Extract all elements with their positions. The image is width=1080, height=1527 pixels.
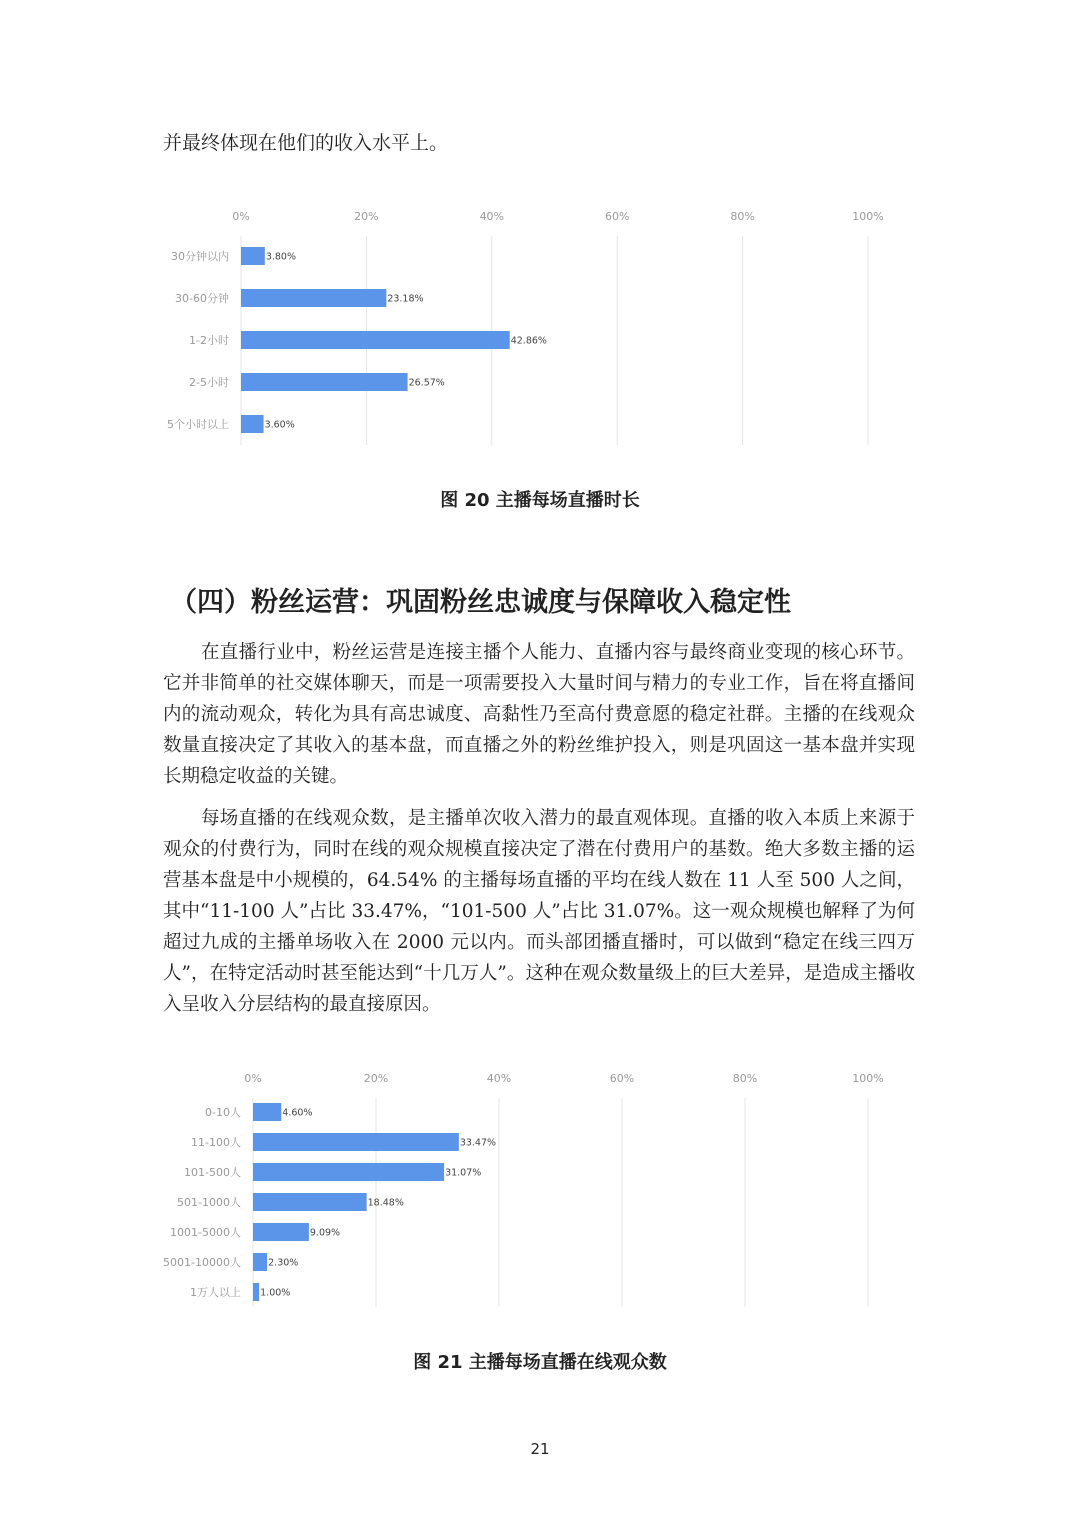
chart21-tick-label: 0% (244, 1072, 262, 1085)
chart21-bar (253, 1133, 459, 1151)
chart21-value-label: 18.48% (367, 1197, 404, 1209)
chart20-category-label: 1-2小时 (189, 334, 229, 347)
page-number: 21 (530, 1440, 550, 1458)
chart21-category-label: 1001-5000人 (170, 1226, 241, 1239)
chart20-value-label: 26.57% (408, 377, 445, 389)
chart20-tick-label: 20% (354, 210, 379, 223)
section-heading: （四）粉丝运营：巩固粉丝忠诚度与保障收入稳定性 (170, 587, 791, 618)
chart21-category-label: 5001-10000人 (163, 1256, 241, 1269)
chart20-tick-label: 60% (604, 210, 630, 223)
chart21-category-label: 1万人以上 (190, 1286, 241, 1299)
chart20-tick-label: 0% (232, 210, 250, 223)
chart20-value-label: 23.18% (387, 293, 424, 305)
chart21-tick-label: 40% (486, 1072, 512, 1085)
chart21-value-label: 31.07% (445, 1167, 482, 1179)
chart-stream-duration-svg (0, 200, 1080, 450)
chart-online-viewers-svg (0, 1062, 1080, 1312)
intro-text: 并最终体现在他们的收入水平上。 (163, 132, 449, 154)
chart21-bar (253, 1103, 281, 1121)
chart20-tick-label: 40% (479, 210, 505, 223)
chart21-tick-label: 100% (852, 1072, 884, 1085)
chart20-tick-label: 80% (730, 210, 755, 223)
chart21-value-label: 9.09% (309, 1227, 341, 1239)
chart20-value-label: 3.80% (265, 251, 297, 263)
chart20-value-label: 3.60% (264, 419, 295, 431)
chart21-category-label: 11-100人 (191, 1136, 241, 1149)
chart21-tick-label: 60% (609, 1072, 635, 1085)
chart21-tick-label: 20% (363, 1072, 389, 1085)
chart21-category-label: 101-500人 (184, 1166, 241, 1179)
figure-20-caption: 图 20 主播每场直播时长 (440, 490, 640, 511)
chart20-category-label: 2-5小时 (189, 376, 229, 389)
chart20-value-label: 42.86% (510, 335, 547, 347)
chart20-bar (241, 289, 386, 307)
figure-21-caption: 图 21 主播每场直播在线观众数 (413, 1352, 667, 1373)
chart20-bar (241, 331, 510, 349)
chart20-bar (241, 373, 408, 391)
chart21-value-label: 33.47% (459, 1137, 497, 1149)
body-paragraph-1: 在直播行业中，粉丝运营是连接主播个人能力、直播内容与最终商业变现的核心环节。它并非简单的社交媒体聊天，而是一项需要投入大量时间与精力的专业工作，旨在将直播间内的流动观众，转化为具有高忠诚度、高黏性乃至高付费意愿的稳定社群。主播的在线观众数量直接决定了其收入的基本盘，而直播之外的粉丝维护投入，则是巩固这一基本盘并实现长期稳定收益的关键。 (163, 642, 915, 787)
chart20-tick-label: 100% (852, 210, 884, 223)
chart21-tick-label: 80% (732, 1072, 758, 1085)
chart-stream-duration (0, 200, 1080, 450)
chart21-bar (253, 1283, 259, 1301)
chart21-value-label: 2.30% (268, 1257, 299, 1269)
chart21-bar (253, 1193, 367, 1211)
chart21-bar (253, 1223, 309, 1241)
chart20-category-label: 30分钟以内 (171, 250, 229, 263)
chart20-category-label: 30-60分钟 (175, 292, 229, 305)
chart20-bar (241, 415, 264, 433)
chart21-bar (253, 1253, 267, 1271)
chart20-category-label: 5个小时以上 (167, 418, 229, 431)
chart21-category-label: 0-10人 (205, 1106, 241, 1119)
chart21-value-label: 4.60% (282, 1107, 313, 1119)
chart21-value-label: 1.00% (260, 1287, 291, 1299)
chart-online-viewers (0, 1062, 1080, 1312)
chart20-bar (241, 247, 265, 265)
chart21-category-label: 501-1000人 (177, 1196, 241, 1209)
chart21-bar (253, 1163, 444, 1181)
body-paragraph-2: 每场直播的在线观众数，是主播单次收入潜力的最直观体现。直播的收入本质上来源于观众的付费行为，同时在线的观众规模直接决定了潜在付费用户的基数。绝大多数主播的运营基本盘是中小规模的，64.54% 的主播每场直播的平均在线人数在 11 人至 500 人之间，其中“11-100 人”占比 33.47%，“101-500 人”占比 31.07%。这一观众规模也解释了为何超过九成的主播单场收入在 2000 元以内。而头部团播直播时，可以做到“稳定在线三四万人”，在特定活动时甚至能达到“十几万人”。这种在观众数量级上的巨大差异，是造成主播收入呈收入分层结构的最直接原因。 (163, 808, 915, 1015)
